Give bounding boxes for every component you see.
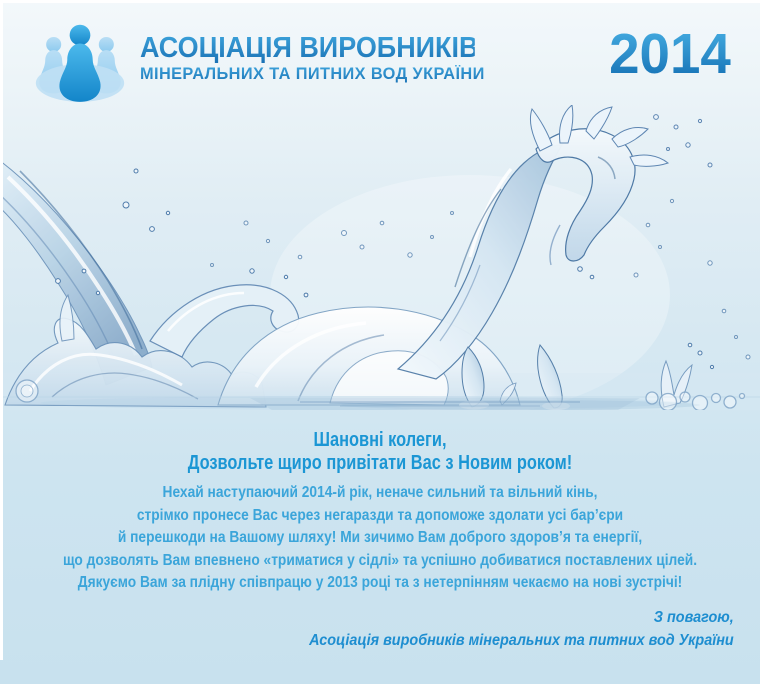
- signature-line: З повагою,: [654, 609, 734, 626]
- greeting-block: [0, 429, 760, 595]
- greeting-body-line: Нехай наступаючий 2014-й рік, неначе сильний та вільний кінь,: [162, 484, 598, 501]
- greeting-heading-line: Шановні колеги,: [313, 429, 447, 451]
- greeting-body-line: й перешкоди на Вашому шляху! Ми зичимо Вам доброго здоров’я та енергії,: [117, 529, 643, 546]
- signature-line: Асоціація виробників мінеральних та питних вод України: [309, 632, 734, 649]
- year-label: 2014: [609, 22, 731, 86]
- header: [0, 0, 760, 110]
- greeting-body: [0, 482, 760, 595]
- greeting-body-line: стрімко пронесе Вас через негаразди та допоможе здолати усі бар’єри: [136, 506, 624, 524]
- logo-text: [140, 33, 500, 84]
- water-horse-splash-artwork: [0, 105, 760, 410]
- association-subtitle: МІНЕРАЛЬНИХ ТА ПИТНИХ ВОД УКРАЇНИ: [140, 65, 496, 84]
- association-title: АСОЦІАЦІЯ ВИРОБНИКІВ: [140, 32, 479, 64]
- greeting-body-line: що дозволять Вам впевнено «триматися у сідлі» та успішно добиватися поставлених цілей.: [62, 551, 698, 569]
- greeting-body-line: Дякуємо Вам за плідну співпрацю у 2013 році та з нетерпінням чекаємо на нові зустрічі!: [77, 574, 683, 591]
- three-bottle-figures-icon: [33, 15, 127, 105]
- signature-block: [262, 606, 734, 652]
- frame-left: [0, 0, 3, 660]
- frame-top: [0, 0, 760, 3]
- greeting-heading-line: Дозвольте щиро привітати Вас з Новим роком!: [187, 452, 573, 474]
